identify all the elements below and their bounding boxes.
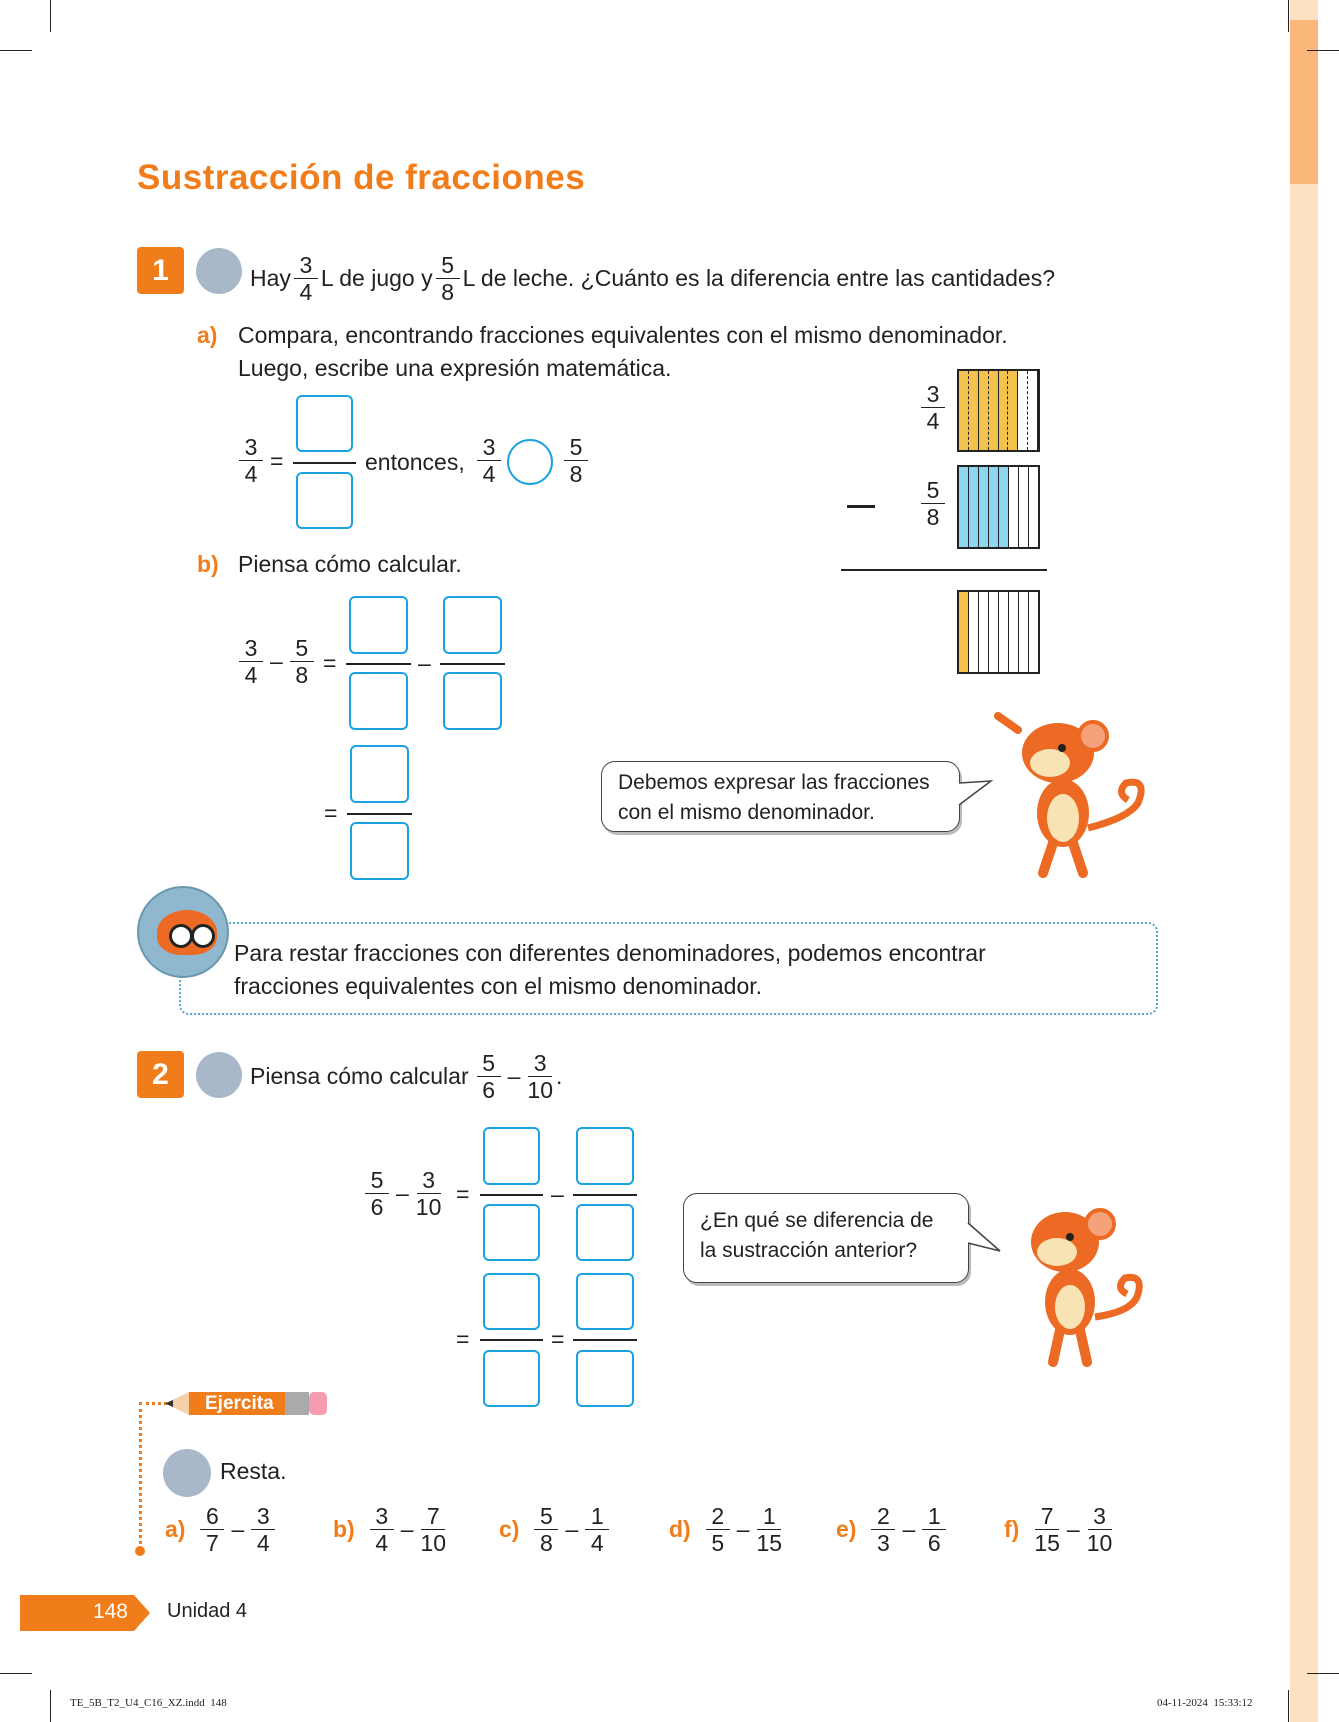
answer-box[interactable] [349,672,408,730]
denominator: 6 [927,1530,941,1556]
numerator: 2 [706,1503,730,1530]
denominator: 10 [415,1194,442,1220]
exercise-label: c) [499,1516,520,1542]
empty-part [1019,592,1029,672]
result-line [841,569,1047,571]
diagram-label-top [918,381,948,434]
answer-box[interactable] [576,1204,634,1261]
unit-label: Unidad 4 [167,1600,248,1622]
side-strip [1290,0,1318,1722]
exercise-label: b) [333,1516,355,1542]
fraction [294,252,318,305]
shaded-part [1008,371,1018,450]
answer-box-denominator[interactable] [296,472,353,529]
numerator: 5 [534,1503,558,1530]
fraction-bar [346,663,411,665]
denominator: 6 [370,1194,384,1220]
shaded-part [959,467,969,547]
numerator: 6 [200,1503,224,1530]
comparison-circle-input[interactable] [507,439,553,485]
denominator: 8 [569,461,583,487]
bubble-text: ¿En qué se diferencia de [700,1209,934,1232]
minus-sign: – [270,648,283,674]
numerator: 1 [757,1503,781,1530]
problem-number-badge: 1 [137,247,184,294]
answer-box[interactable] [350,745,409,803]
part-a-label: a) [197,322,218,348]
exercise-label: e) [836,1516,857,1542]
shaded-part [959,371,969,450]
exercise-label: d) [669,1516,691,1542]
crop-mark [0,50,32,51]
answer-box[interactable] [443,596,502,654]
question-text: L de leche. ¿Cuánto es la diferencia entre las cantidades? [462,265,1056,291]
question-text: Piensa cómo calcular [250,1063,469,1089]
fraction [561,434,591,487]
part-b-instruction: Piensa cómo calcular. [238,551,462,577]
numerator: 5 [477,1050,501,1077]
fraction [436,252,460,305]
expression [362,1167,444,1220]
ejercita-label: Ejercita [205,1393,274,1414]
fraction-bar [480,1194,543,1196]
speech-bubble [601,761,960,832]
denominator: 4 [244,461,258,487]
numerator: 7 [1035,1503,1059,1530]
tip-line: Para restar fracciones con diferentes denominadores, podemos encontrar [234,940,986,966]
answer-box-numerator[interactable] [296,395,353,452]
answer-box[interactable] [576,1273,634,1330]
fraction [474,434,504,487]
shaded-part [969,371,979,450]
numerator: 3 [528,1050,552,1077]
group-work-icon [196,1052,242,1098]
numerator: 3 [477,434,501,461]
empty-part [1019,467,1029,547]
numerator: 3 [239,635,263,662]
numerator: 5 [436,252,460,279]
problem2-question [250,1050,562,1103]
numerator: 7 [421,1503,445,1530]
denominator: 4 [244,662,258,688]
denominator: 8 [441,279,454,305]
denominator: 5 [711,1530,725,1556]
monkey-character-icon [1015,1202,1150,1368]
answer-box[interactable] [483,1273,540,1330]
denominator: 6 [482,1077,495,1103]
equals-sign: = [323,650,337,676]
empty-part [1028,371,1038,450]
answer-box[interactable] [483,1350,540,1407]
shaded-part [979,467,989,547]
answer-box[interactable] [483,1127,540,1185]
answer-box[interactable] [576,1350,634,1407]
equals-sign: = [456,1326,470,1352]
denominator: 4 [590,1530,604,1556]
empty-part [979,592,989,672]
denominator: 8 [540,1530,553,1556]
fraction-bar [293,462,356,464]
minus-sign [847,505,875,508]
shaded-part [989,371,999,450]
numerator: 5 [365,1167,389,1194]
fraction-bar [440,663,505,665]
empty-part [999,592,1009,672]
denominator: 4 [299,279,313,305]
denominator: 3 [877,1530,890,1556]
exercise-item [333,1503,449,1556]
exercise-item [1004,1503,1115,1556]
fraction-bar-result [957,590,1040,674]
crop-mark [0,1673,32,1674]
crop-mark [50,1690,51,1722]
exercise-item [836,1503,949,1556]
file-info: TE_5B_T2_U4_C16_XZ.indd 148 [70,1697,227,1709]
book-icon [163,1449,211,1497]
minus-sign: – [902,1516,916,1542]
question-text: L de jugo y [320,265,433,291]
numerator: 3 [921,381,945,408]
entonces-text: entonces, [365,449,465,475]
minus-sign: – [396,1180,409,1206]
minus-sign: – [418,650,431,676]
print-timestamp: 04-11-2024 15:33:12 [1157,1697,1253,1709]
crop-mark [1288,0,1289,32]
exercise-instruction: Resta. [220,1458,287,1484]
numerator: 3 [417,1167,441,1194]
fraction-bar-three-quarters [957,369,1040,452]
part-a-instruction: Luego, escribe una expresión matemática. [238,355,672,381]
crop-mark [50,0,51,32]
denominator: 4 [375,1530,389,1556]
fraction-bar-five-eighths [957,465,1040,549]
crop-mark [1307,1673,1339,1674]
numerator: 5 [564,434,588,461]
denominator: 15 [756,1530,783,1556]
part-a-instruction: Compara, encontrando fracciones equivalentes con el mismo denominador. [238,322,1008,348]
minus-sign: – [736,1516,750,1542]
numerator: 5 [921,477,945,504]
empty-part [1029,467,1038,547]
tip-line: fracciones equivalentes con el mismo denominador. [234,973,763,999]
minus-sign: – [565,1516,579,1542]
numerator: 3 [1088,1503,1112,1530]
denominator: 10 [527,1077,553,1103]
dotted-line-end-dot [135,1546,145,1556]
problem1-question [250,252,1055,305]
diagram-label-middle [918,477,948,530]
denominator: 8 [295,662,309,688]
exercise-item [165,1503,278,1556]
monkey-character-icon [988,708,1148,880]
minus-sign: – [507,1063,521,1089]
numerator: 3 [239,434,263,461]
numerator: 5 [290,635,314,662]
page-number: 148 [92,1600,128,1623]
teacher-character-avatar [137,886,229,978]
shaded-part [989,467,999,547]
side-strip-tab [1290,20,1318,184]
bubble-text: con el mismo denominador. [618,801,875,824]
problem-number-badge: 2 [137,1051,184,1098]
page-title: Sustracción de fracciones [137,158,586,197]
empty-part [1018,371,1028,450]
fraction-bar [347,813,412,815]
shaded-part [959,592,969,672]
denominator: 15 [1034,1530,1060,1556]
denominator: 4 [926,408,940,434]
numerator: 1 [585,1503,609,1530]
fraction-bar [573,1194,637,1196]
empty-part [989,592,999,672]
equals-sign: = [551,1326,565,1352]
empty-part [969,592,979,672]
answer-box[interactable] [350,822,409,880]
denominator: 4 [482,461,496,487]
exercise-item [669,1503,785,1556]
fraction-bar [573,1339,637,1341]
denominator: 7 [206,1530,219,1556]
minus-sign: – [1066,1516,1080,1542]
group-work-icon [196,248,242,294]
shaded-part [999,467,1009,547]
bubble-tail [964,1215,1004,1255]
period: . [556,1063,563,1089]
denominator: 10 [1086,1530,1113,1556]
fraction [236,434,266,487]
empty-part [1009,467,1019,547]
empty-part [1009,592,1019,672]
crop-mark [1288,1690,1289,1722]
fraction-bar [480,1339,543,1341]
numerator: 3 [251,1503,275,1530]
shaded-part [969,467,979,547]
answer-box[interactable] [483,1204,540,1261]
shaded-part [979,371,989,450]
numerator: 3 [370,1503,394,1530]
exercise-item [499,1503,612,1556]
answer-box[interactable] [576,1127,634,1185]
empty-part [1029,592,1038,672]
numerator: 1 [922,1503,946,1530]
exercise-dotted-line [139,1402,167,1405]
equals-sign: = [270,448,284,474]
question-text: Hay [250,265,291,291]
part-b-label: b) [197,551,219,577]
bubble-text: Debemos expresar las fracciones [618,771,930,794]
minus-sign: – [231,1516,245,1542]
denominator: 4 [256,1530,270,1556]
equals-sign: = [456,1181,470,1207]
expression [236,635,317,688]
denominator: 10 [420,1530,447,1556]
numerator: 3 [294,252,318,279]
answer-box[interactable] [443,672,502,730]
numerator: 2 [871,1503,895,1530]
tip-text [234,937,986,1003]
answer-box[interactable] [349,596,408,654]
crop-mark [1307,50,1339,51]
exercise-dotted-line [139,1402,142,1550]
equals-sign: = [324,800,338,826]
shaded-part [999,371,1009,450]
ejercita-pencil-tag [165,1389,329,1418]
speech-bubble [683,1193,969,1283]
denominator: 8 [926,504,940,530]
exercise-label: f) [1004,1516,1020,1542]
bubble-text: la sustracción anterior? [700,1239,918,1262]
exercise-label: a) [165,1516,186,1542]
minus-sign: – [551,1181,564,1207]
minus-sign: – [400,1516,414,1542]
